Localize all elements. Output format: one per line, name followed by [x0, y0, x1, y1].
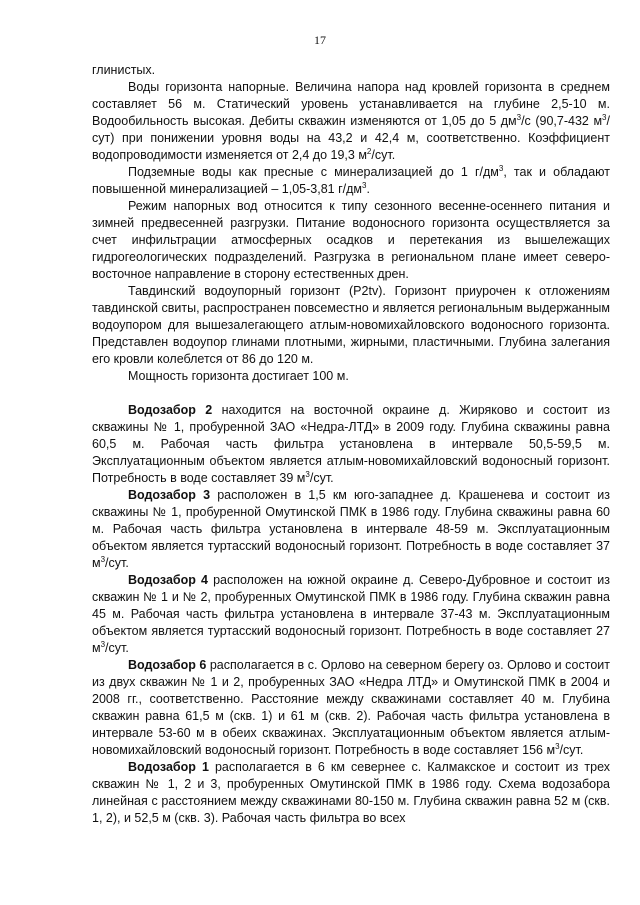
paragraph-regime: [92, 198, 610, 283]
text-run: /сут.: [105, 556, 129, 570]
superscript: 3: [305, 470, 310, 479]
bold-heading: Водозабор 4: [128, 573, 208, 587]
paragraph-intake-6: [92, 657, 610, 759]
superscript: 3: [362, 181, 367, 190]
paragraph-mineralization: [92, 164, 610, 198]
superscript: 3: [602, 113, 607, 122]
superscript: 3: [100, 555, 106, 564]
body-text: [92, 62, 610, 827]
superscript: 2: [366, 147, 372, 156]
paragraph-intake-1: [92, 759, 610, 827]
bold-heading: Водозабор 3: [128, 488, 211, 502]
superscript: 3: [555, 742, 560, 751]
text-run: /сут.: [105, 641, 129, 655]
paragraph-intake-2: [92, 402, 610, 487]
text-run: /сут.: [559, 743, 584, 757]
paragraph-aquifer-pressure: [92, 79, 610, 164]
paragraph-intake-4: [92, 572, 610, 657]
paragraph-gap: [92, 385, 610, 402]
bold-heading: Водозабор 6: [128, 658, 207, 672]
text-run: глинистых.: [92, 63, 156, 77]
text-run: /сут.: [371, 148, 396, 162]
text-run: расположен в 1,5 км юго-западнее д. Крашенева и состоит из скважины № 1, пробуренной Омутинской ПМК в 1986 году. Глубина скважины равна 60 м. Рабочая часть фильтра установлена в интервале 48-59 м. Эксплуатационным объектом является туртасский водоносный горизонт. Потребность в воде составляет 37 м: [92, 488, 610, 570]
text-run: расположен на южной окраине д. Северо-Дубровное и состоит из скважин № 1 и № 2, пробуренных Омутинской ПМК в 1986 году. Глубина скважин равна 45 м. Рабочая часть фильтра установлена в интервале 37-43 м. Эксплуатационным объектом является туртасский водоносный горизонт. Потребность в воде составляет 27 м: [92, 573, 610, 655]
text-run: /сут.: [309, 471, 334, 485]
superscript: 3: [100, 640, 106, 649]
text-run: .: [366, 182, 370, 196]
text-run: Режим напорных вод относится к типу сезонного весенне-осеннего питания и зимней предвесенней разгрузки. Питание водоносного горизонта осуществляется за счет инфильтрации атмосферных осадков и перетекания из вышележащих гидрогеологических подразделений. Разгрузка в региональном плане имеет северо-восточное направление в сторону естественных дрен.: [92, 199, 610, 281]
text-run: /сут) при понижении уровня воды на 43,2 и 42,4 м, соответственно. Коэффициент водопроводимости изменяется от 2,4 до 19,3 м: [92, 114, 610, 162]
text-run: Тавдинский водоупорный горизонт (P2tv). Горизонт приурочен к отложениям тавдинской свиты, распространен повсеместно и является региональным выдержанным водоупором для вышезалегающего атлым-новомихайловского водоносного горизонта. Представлен водоупор глинами плотными, жирными, пластичными. Глубина залегания его кровли колеблется от 86 до 120 м.: [92, 284, 611, 366]
superscript: 3: [498, 164, 504, 173]
text-run: Мощность горизонта достигает 100 м.: [128, 369, 349, 383]
paragraph-thickness: [92, 368, 610, 385]
text-run: Воды горизонта напорные. Величина напора над кровлей горизонта в среднем составляет 56 м. Статический уровень устанавливается на глубине 2,5-10 м. Водообильность высокая. Дебиты скважин изменяются от 1,05 до 5 дм: [92, 80, 610, 128]
text-run: находится на восточной окраине д. Жиряково и состоит из скважины № 1, пробуренной ЗАО «Недра-ЛТД» в 2009 году. Глубина скважины равна 60,5 м. Рабочая часть фильтра установлена в интервале 50,5-59,5 м. Эксплуатационным объектом является атлым-новомихайловский водоносный горизонт. Потребность в воде составляет 39 м: [92, 403, 610, 485]
page-number: 17: [314, 33, 326, 47]
superscript: 3: [516, 113, 522, 122]
paragraph-continuation: [92, 62, 610, 79]
text-run: /с (90,7-432 м: [521, 114, 603, 128]
text-run: Подземные воды как пресные с минерализацией до 1 г/дм: [128, 165, 499, 179]
text-run: располагается в с. Орлово на северном берегу оз. Орлово и состоит из двух скважин № 1 и 2, пробуренных ЗАО «Недра ЛТД» и Омутинской ПМК в 2004 и 2008 гг., соответственно. Расстояние между скважинами составляет 40 м. Глубина скважин равна 61,5 м (скв. 1) и 61 м (скв. 2). Рабочая часть фильтра установлена в интервале 53-60 м в обеих скважинах. Эксплуатационным объектом является атлым-новомихайловский водоносный горизонт. Потребность в воде составляет 156 м: [92, 658, 610, 757]
bold-heading: Водозабор 2: [128, 403, 213, 417]
paragraph-intake-3: [92, 487, 610, 572]
text-run: , так и обладают повышенной минерализацией – 1,05-3,81 г/дм: [92, 165, 610, 196]
bold-heading: Водозабор 1: [128, 760, 209, 774]
text-run: располагается в 6 км севернее с. Калмакское и состоит из трех скважин № 1, 2 и 3, пробуренных Омутинской ПМК в 1986 году. Схема водозабора линейная с расстоянием между скважинами 80-150 м. Глубина скважин равна 52 м (скв. 1, 2), и 52,5 м (скв. 3). Рабочая часть фильтра во всех: [92, 760, 611, 825]
paragraph-tavda-aquitard: [92, 283, 610, 368]
